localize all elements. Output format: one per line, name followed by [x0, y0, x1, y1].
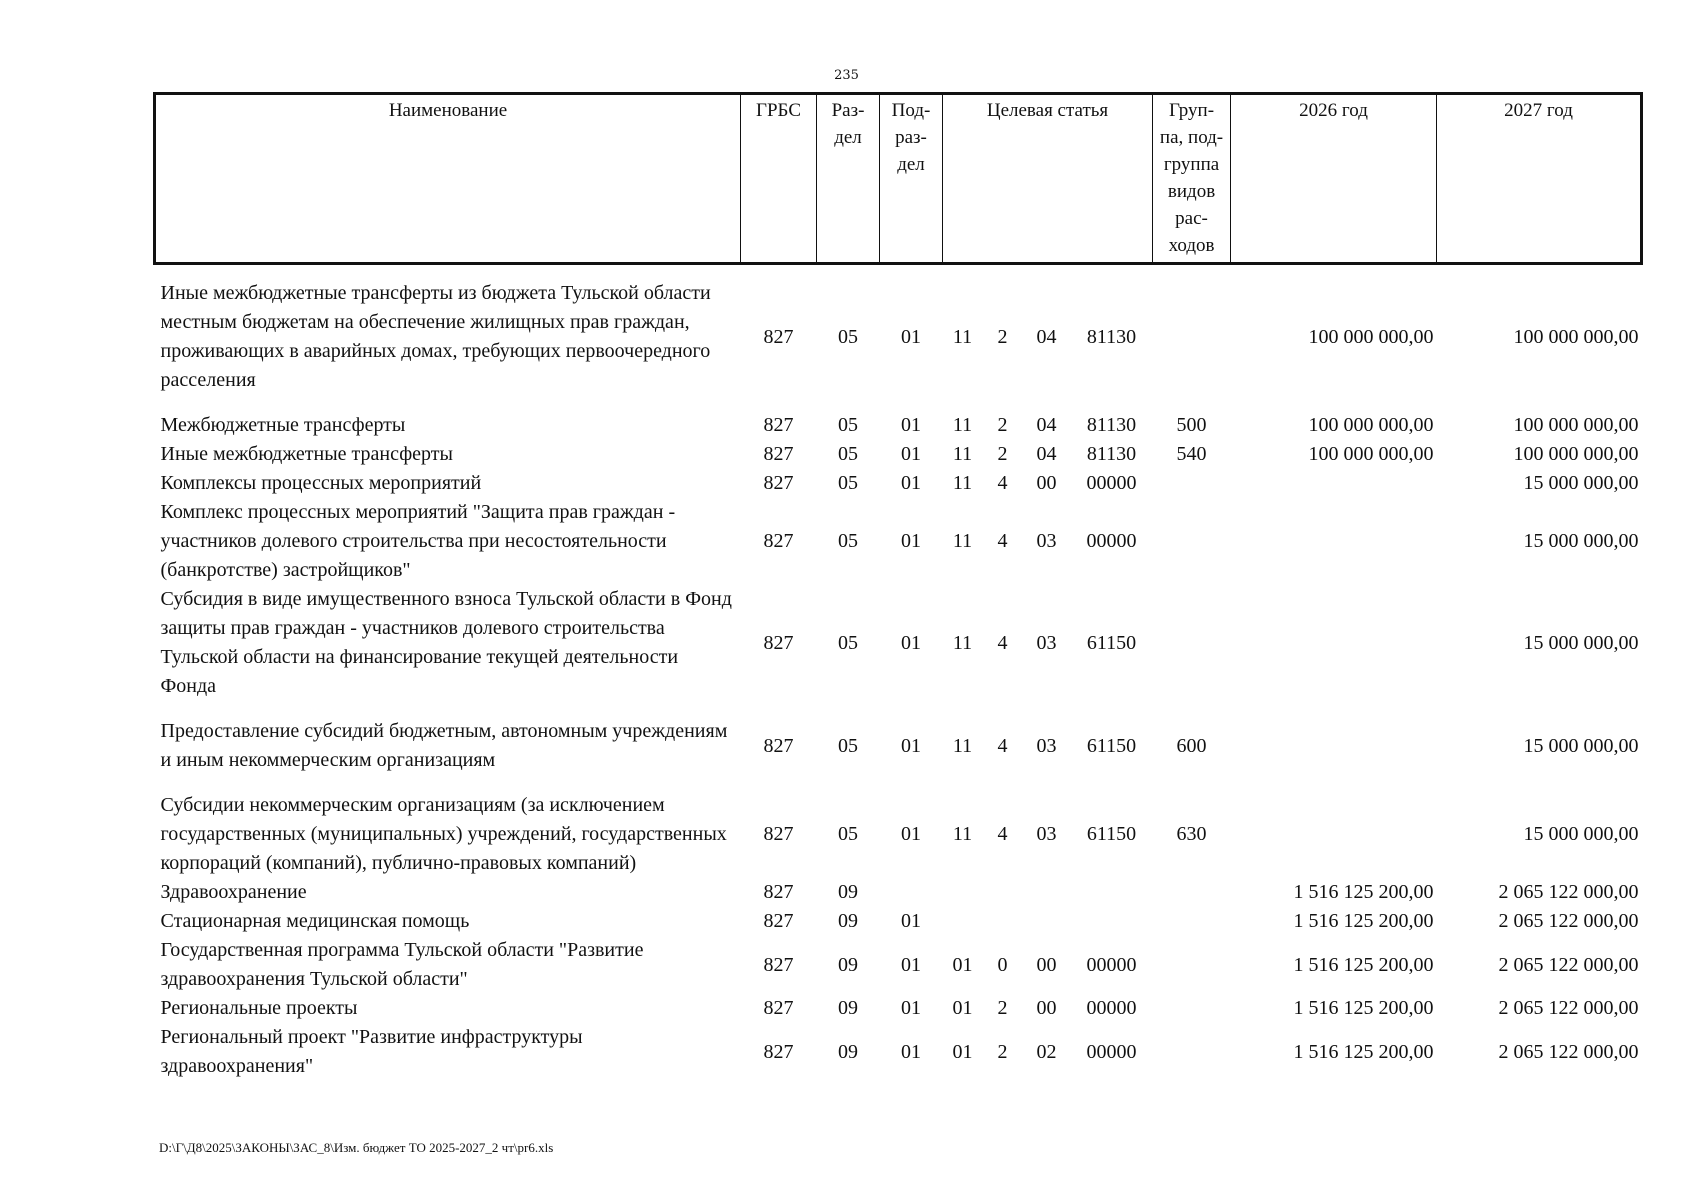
- cell-target-direction: 81130: [1086, 414, 1137, 436]
- cell-target-direction: 00000: [1086, 997, 1137, 1019]
- cell-grbs: 827: [763, 325, 794, 348]
- cell-target-direction: 61150: [1086, 631, 1137, 654]
- cell-grbs: 827: [763, 443, 794, 465]
- footer-file-path: D:\Г\Д8\2025\ЗАКОНЫ\ЗАС_8\Изм. бюджет ТО 2025-2027_2 чт\pr6.xls: [159, 1140, 554, 1155]
- cell-amount-2026: [1231, 775, 1437, 878]
- cell-amount-2026: [1231, 498, 1437, 585]
- cell-expense-group: [1153, 907, 1231, 936]
- cell-target-program: 01: [952, 997, 973, 1019]
- cell-amount-2026: [1231, 469, 1437, 498]
- cell-target-subprogram: 00: [1036, 997, 1057, 1019]
- cell-grbs: 827: [763, 472, 794, 494]
- cell-amount-2027: 100 000 000,00: [1513, 443, 1639, 465]
- cell-amount-2027: 2 065 122 000,00: [1498, 1040, 1639, 1063]
- cell-name: Иные межбюджетные трансферты из бюджета Тульской области местным бюджетам на обеспечение жилищных прав граждан, проживающих в аварийных домах, требующих первоочередного расселения: [160, 282, 711, 391]
- cell-podrazdel: 01: [901, 953, 921, 976]
- cell-target-subprogram: 04: [1036, 443, 1057, 465]
- cell-amount-2026: 1 516 125 200,00: [1293, 953, 1434, 976]
- cell-razdel: 09: [838, 1040, 858, 1063]
- cell-amount-2026: 1 516 125 200,00: [1293, 910, 1434, 932]
- cell-target-direction: 00000: [1086, 1040, 1137, 1063]
- cell-target-direction: [1071, 878, 1153, 907]
- cell-amount-2026: [1231, 585, 1437, 701]
- cell-grbs: 827: [763, 734, 794, 757]
- cell-amount-2027: 100 000 000,00: [1513, 325, 1639, 348]
- cell-target-direction: 81130: [1086, 325, 1137, 348]
- cell-name: Здравоохранение: [160, 881, 307, 903]
- cell-grbs: 827: [763, 530, 794, 552]
- cell-amount-2027: 15 000 000,00: [1523, 530, 1639, 552]
- cell-expense-group: [1153, 498, 1231, 585]
- cell-name: Субсидии некоммерческим организациям (за исключением государственных (муниципальных) учреждений, государственных корпораций (компаний), публично-правовых компаний): [160, 794, 727, 874]
- cell-target-direction: 00000: [1086, 530, 1137, 552]
- cell-grbs: 827: [763, 997, 794, 1019]
- cell-podrazdel: 01: [901, 530, 921, 552]
- cell-amount-2027: 2 065 122 000,00: [1498, 953, 1639, 976]
- cell-target-direction: [1071, 907, 1153, 936]
- cell-target-subprogram: 03: [1036, 823, 1057, 845]
- cell-razdel: 05: [838, 734, 858, 757]
- cell-name: Комплекс процессных мероприятий "Защита прав граждан - участников долевого строительства при несостоятельности (банкротстве) застройщиков": [160, 501, 676, 581]
- header-podrazdel: Под- раз- дел: [880, 94, 943, 264]
- cell-target-subprogram: 00: [1036, 953, 1057, 976]
- cell-target-direction: 00000: [1086, 472, 1137, 494]
- cell-amount-2026: 1 516 125 200,00: [1293, 881, 1434, 903]
- cell-amount-2026: 100 000 000,00: [1308, 325, 1434, 348]
- cell-target-type: 2: [997, 414, 1008, 436]
- cell-target-subprogram: 04: [1036, 414, 1057, 436]
- cell-podrazdel: 01: [901, 325, 921, 348]
- table-row: [155, 936, 1642, 994]
- cell-target-subprogram: 00: [1036, 472, 1057, 494]
- cell-amount-2026: 100 000 000,00: [1308, 414, 1434, 436]
- cell-target-program: 11: [952, 530, 973, 552]
- cell-amount-2027: 15 000 000,00: [1523, 823, 1639, 845]
- cell-amount-2027: 2 065 122 000,00: [1498, 910, 1639, 932]
- table-row: [155, 469, 1642, 498]
- cell-target-program: 11: [952, 443, 973, 465]
- table-row: [155, 264, 1642, 396]
- cell-razdel: 09: [838, 910, 858, 932]
- cell-target-program: 11: [952, 325, 973, 348]
- header-year-2027: 2027 год: [1437, 94, 1642, 264]
- cell-podrazdel: 01: [901, 823, 921, 845]
- cell-expense-group: [1153, 469, 1231, 498]
- cell-expense-group: 540: [1176, 443, 1207, 465]
- table-row: [155, 395, 1642, 440]
- cell-target-program: 01: [952, 953, 973, 976]
- cell-razdel: 05: [838, 823, 858, 845]
- cell-amount-2027: 15 000 000,00: [1523, 734, 1639, 757]
- cell-amount-2027: 2 065 122 000,00: [1498, 881, 1639, 903]
- cell-expense-group: 500: [1176, 414, 1207, 436]
- cell-target-subprogram: 03: [1036, 631, 1057, 654]
- cell-podrazdel: 01: [901, 734, 921, 757]
- cell-name: Комплексы процессных мероприятий: [160, 472, 482, 494]
- cell-name: Предоставление субсидий бюджетным, автономным учреждениям и иным некоммерческим организациям: [160, 720, 728, 771]
- cell-target-subprogram: [1023, 878, 1071, 907]
- header-group: Груп- па, под- группа видов рас- ходов: [1153, 94, 1231, 264]
- cell-expense-group: [1153, 585, 1231, 701]
- cell-razdel: 05: [838, 325, 858, 348]
- cell-podrazdel: 01: [901, 631, 921, 654]
- cell-target-direction: 81130: [1086, 443, 1137, 465]
- cell-expense-group: [1153, 936, 1231, 994]
- cell-target-type: 2: [997, 443, 1008, 465]
- header-razdel: Раз- дел: [817, 94, 880, 264]
- cell-grbs: 827: [763, 953, 794, 976]
- table-row: [155, 440, 1642, 469]
- cell-target-type: 4: [997, 472, 1008, 494]
- cell-podrazdel: 01: [901, 997, 921, 1019]
- budget-table: [153, 92, 1643, 1081]
- table-row: [155, 701, 1642, 775]
- cell-target-program: 11: [952, 823, 973, 845]
- cell-amount-2027: 15 000 000,00: [1523, 631, 1639, 654]
- cell-target-program: 01: [952, 1040, 973, 1063]
- cell-target-type: 0: [997, 953, 1008, 976]
- cell-expense-group: [1153, 994, 1231, 1023]
- header-year-2026: 2026 год: [1231, 94, 1437, 264]
- cell-target-subprogram: [1023, 907, 1071, 936]
- cell-expense-group: [1153, 264, 1231, 396]
- table-row: [155, 585, 1642, 701]
- table-row: [155, 1023, 1642, 1081]
- cell-razdel: 05: [838, 472, 858, 494]
- cell-target-type: [983, 907, 1023, 936]
- cell-razdel: 05: [838, 631, 858, 654]
- cell-name: Стационарная медицинская помощь: [160, 910, 470, 932]
- cell-target-type: 2: [997, 997, 1008, 1019]
- cell-amount-2026: 1 516 125 200,00: [1293, 997, 1434, 1019]
- cell-razdel: 05: [838, 443, 858, 465]
- cell-target-program: 11: [952, 734, 973, 757]
- cell-target-type: 2: [997, 325, 1008, 348]
- cell-razdel: 05: [838, 414, 858, 436]
- table-row: [155, 498, 1642, 585]
- cell-podrazdel: 01: [901, 910, 921, 932]
- cell-name: Субсидия в виде имущественного взноса Тульской области в Фонд защиты прав граждан - участников долевого строительства Тульской области на финансирование текущей деятельности Фонда: [160, 588, 732, 697]
- table-row: [155, 907, 1642, 936]
- page-number: 235: [834, 68, 859, 83]
- cell-grbs: 827: [763, 414, 794, 436]
- cell-podrazdel: 01: [901, 1040, 921, 1063]
- cell-expense-group: [1153, 1023, 1231, 1081]
- cell-amount-2027: 100 000 000,00: [1513, 414, 1639, 436]
- header-target: Целевая статья: [943, 94, 1153, 264]
- cell-target-type: 4: [997, 823, 1008, 845]
- table-header: [155, 94, 1642, 264]
- cell-target-type: [983, 878, 1023, 907]
- cell-target-type: 2: [997, 1040, 1008, 1063]
- cell-grbs: 827: [763, 881, 794, 903]
- table-row: [155, 878, 1642, 907]
- cell-amount-2026: 1 516 125 200,00: [1293, 1040, 1434, 1063]
- table-body: [155, 264, 1642, 1082]
- cell-razdel: 09: [838, 953, 858, 976]
- cell-target-program: 11: [952, 472, 973, 494]
- cell-grbs: 827: [763, 631, 794, 654]
- cell-target-subprogram: 03: [1036, 530, 1057, 552]
- cell-podrazdel: 01: [901, 472, 921, 494]
- table-row: [155, 775, 1642, 878]
- cell-expense-group: 600: [1176, 734, 1207, 757]
- cell-target-direction: 61150: [1086, 734, 1137, 757]
- cell-target-program: [943, 907, 983, 936]
- cell-grbs: 827: [763, 823, 794, 845]
- cell-target-subprogram: 02: [1036, 1040, 1057, 1063]
- header-name: Наименование: [155, 94, 741, 264]
- cell-target-program: [943, 878, 983, 907]
- table-row: [155, 994, 1642, 1023]
- cell-target-type: 4: [997, 734, 1008, 757]
- cell-name: Иные межбюджетные трансферты: [160, 443, 453, 465]
- cell-target-type: 4: [997, 530, 1008, 552]
- cell-amount-2026: [1231, 701, 1437, 775]
- cell-name: Региональные проекты: [160, 997, 358, 1019]
- cell-expense-group: [1153, 878, 1231, 907]
- cell-target-subprogram: 03: [1036, 734, 1057, 757]
- header-grbs: ГРБС: [741, 94, 817, 264]
- cell-podrazdel: 01: [901, 414, 921, 436]
- cell-expense-group: 630: [1176, 823, 1207, 845]
- cell-target-direction: 00000: [1086, 953, 1137, 976]
- cell-razdel: 09: [838, 881, 858, 903]
- cell-target-program: 11: [952, 631, 973, 654]
- cell-razdel: 05: [838, 530, 858, 552]
- cell-target-subprogram: 04: [1036, 325, 1057, 348]
- cell-name: Региональный проект "Развитие инфраструктуры здравоохранения": [160, 1026, 583, 1077]
- cell-target-direction: 61150: [1086, 823, 1137, 845]
- cell-amount-2027: 2 065 122 000,00: [1498, 997, 1639, 1019]
- cell-podrazdel: 01: [901, 443, 921, 465]
- cell-razdel: 09: [838, 997, 858, 1019]
- cell-name: Межбюджетные трансферты: [160, 414, 406, 436]
- cell-grbs: 827: [763, 910, 794, 932]
- cell-amount-2026: 100 000 000,00: [1308, 443, 1434, 465]
- cell-name: Государственная программа Тульской области "Развитие здравоохранения Тульской области": [160, 939, 644, 990]
- cell-amount-2027: 15 000 000,00: [1523, 472, 1639, 494]
- cell-target-type: 4: [997, 631, 1008, 654]
- cell-podrazdel: [880, 878, 943, 907]
- cell-target-program: 11: [952, 414, 973, 436]
- cell-grbs: 827: [763, 1040, 794, 1063]
